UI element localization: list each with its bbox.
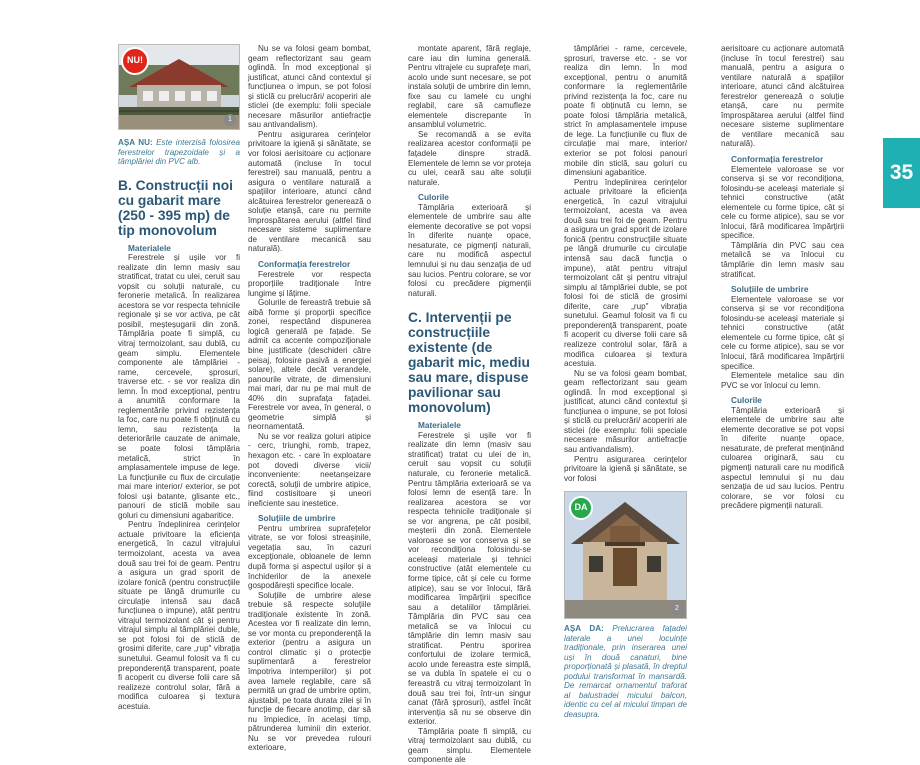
paragraph: tâmplăriei - rame, cercevele, șprosuri, traverse etc. - se vor realiza din lemn. În mod excepțional, pentru o anumită conformare la reglementările privind rezistența la foc, care nu poate fi obținută cu lemn, se poate folosi tâmplăria metalică, strict în amplasamentele impuse de lege. La funcțiunile cu flux de circulație mai mare, interior/ exterior se pot folosi panouri mobile din sticlă, sau goluri cu dimensiuni agabaritice. [564,44,687,178]
paragraph: Nu se vor realiza goluri atipice - cerc, triunghi, romb, trapez, hexagon etc. - care în exploatare pot dovedi diverse vicii/ inconveniente: neetanșeizare corectă, soluții de umbrire atipice, fiind costisitoare și uneori ineficiente sau inestetice. [248,431,371,508]
paragraph: Pentru asigurarea cerințelor privitoare la igienă și sănătate, se vor folosi aerisitoare cu acționare automată (incluse în tocul ferestrei) sau manuală, pentru a asigura o ventilare naturală a spațiilor interioare, atunci când alcătuirea ferestrelor generează o soluție etanșă, care nu permite împrospătarea aerului (altfel fiind necesare sisteme suplimentare de ventilare mecanică sau naturală). [248,129,371,254]
paragraph: Golurile de fereastră trebuie să aibă forme și proporții specifice zonei, respectând dispunerea logică generală pe fațade. Se admit ca accente compoziționale bine justificate (deschideri către peisaj, folosire pasivă a energiei solare), altele decât verandele, panourile vitrate, de dimensiuni mai mari, dar nu pe mai mult de 40% din suprafața fațadei. Ferestrele vor avea, în general, o geometrie simplă și neornamentată. [248,298,371,432]
da-badge: DA [569,496,593,520]
caption-text: Prelucrarea fațadei laterale a unei locuințe tradiționale, prin inserarea unei uși în două canaturi, bine proporționată și plasată, în dreptul podului transformat în mansardă. De remarcat ornamentul traforat al balustradei micului balcon, identic cu cel al micului timpan de deasupra. [564,624,687,719]
section-b-heading: B. Construcții noi cu gabarit mare (250 - 395 mp) de tip monovolum [118,177,233,238]
paragraph: Elementele valoroase se vor conserva și se vor recondiționa folosindu-se aceleași materiale și tehnici constructive (atât elementele cu forme tipice, cât și cele cu forme atipice), sau se vor înlocui, fără modificarea împărțirii specifice. [721,294,844,371]
paragraph: Ferestrele și ușile vor fi realizate din lemn masiv sau stratificat, tratat cu ulei, ceruit sau vopsit cu soluții naturale, cu feronerie metalică. În realizarea acestora se vor respecta tehnicile regionale și se vor activa, pe cât posibil, meșteșugarii din zonă. Tâmplăria poate fi simplă, cu vitraj termoizolant, sau dublă, cu geam simplu. Elementele componente ale tâmplăriei - rame, cercevele, șprosuri, traverse etc. - se vor realiza din lemn. În mod excepțional, pentru a anumită conformare la reglementările privind rezistența la foc, care nu poate fi obținută cu lemn, sau rezistența la deteriorările cauzate de animale, se poate folosi tâmplăria metalică, strict în amplasamentele impuse de lege. La funcțiunile cu flux de circulație mai mare interior/ exterior, se pot folosi uși batante, glisante etc., panouri de sticlă mobile sau goluri cu dimensiuni agabaritice. [118,253,240,520]
paragraph: Tâmplăria exterioară și elementele de umbrire sau alte elemente decorative se pot vopsi în diferite nuanțe opace, nesaturate, de preferat menținând culoarea originară, sau cu pigmenți naturali care nu modifică aspectul lemnului și nu dau senzația de ud sau lucios. Pentru colorare, se vor folosi cu precădere pigmenții naturali. [721,405,844,511]
caption-nu [118,138,240,167]
column-5 [721,44,844,511]
materials-title: Materialele [418,420,461,431]
paragraph: aerisitoare cu acționare automată (incluse în tocul ferestrei) sau manuală, pentru a asigura o ventilare naturală a spațiilor interioare, atunci când alcătuirea ferestrelor generează o soluție etanșă, care nu permite împrospătarea aerului (altfel fiind necesare sisteme suplimentare de ventilare mecanică sau naturală). [721,44,844,149]
photo-number: 2 [671,603,683,615]
caption-lead: AȘA NU: [118,138,153,147]
paragraph: Elementele valoroase se vor conserva și se vor recondiționa, folosindu-se aceleași materiale și tehnici constructive (atât elementele cu forme tipice, cât și cele cu forme atipice), sau se vor înlocui, fără modificarea împărțirii specifice. [721,164,844,241]
caption-text: Este interzisă folosirea ferestrelor trapezoidale și a tâmplăriei din PVC alb. [118,138,240,166]
section-c-heading: C. Intervenții pe construcțiile existente (de gabarit mic, mediu sau mare, dispuse pavilionar sau monovolum) [408,310,530,416]
materials-title: Materialele [128,242,171,253]
culori-title: Culorile [418,192,449,203]
paragraph: Tâmplăria exterioară și elementele de umbrire sau alte elemente decorative se pot vopsi în diferite nuanțe opace, nesaturate, ce pigmenți naturali, care nu modifică aspectul lemnului și nu dau senzația de ud sau lucios. Pentru colorare, se vor folosi cu precădere pigmenții naturali. [408,202,531,298]
paragraph: Tâmplăria poate fi simplă, cu vitraj termoizolant sau dublă, cu geam simplu. Elementele componente ale [408,726,531,765]
photo-number: 1 [224,114,236,126]
paragraph: Soluțiile de umbrire alese trebuie să respecte soluțiile tradiționale existente în zonă. Acestea vor fi realizate din lemn, se vor monta cu preponderență la exterior (pentru a asigura un control climatic și o protecție suplimentară a ferestrelor împotriva intemperiilor) și pot avea lamele reglabile, care să permită un grad de umbrire optim, ajustabil, pe toata durata zilei și în funcție de fiecare anotimp, dar să nu împiedice, în același timp, pătrunderea luminii din exterior. Nu se vor prevedea rulouri exterioare, [248,590,371,753]
paragraph: Pentru asigurarea cerințelor privitoare la igienă și sănătate, se vor folosi [564,454,687,483]
caption-da [564,624,687,719]
paragraph: Tâmplăria din PVC sau cea metalică se va înlocui cu tâmplărie din lemn masiv sau stratificat. [721,240,844,279]
umbrire-title: Soluțiile de umbrire [731,284,809,295]
paragraph: Pentru umbrirea suprafețelor vitrate, se vor folosi streașinile, vegetația sau, în cazuri excepționale, obloanele de lemn după forma și aspectul ușilor și a închiderilor de la anexele gospodărești specifice locale. [248,523,371,591]
column-3 [408,44,531,765]
paragraph: Nu se va folosi geam bombat, geam reflectorizant sau geam oglindă. În mod excepțional și justificat, atunci când contextul și funcțiunea o impun, se pot folosi și sticlă cu prelucrări/ acoperiri ale sticlei (de exemplu: folii speciale necesare măsurilor antiefracție sau antivandalism). [248,44,371,130]
conformatia-title: Conformația ferestrelor [258,259,351,270]
paragraph: Ferestrele vor respecta proporțiile tradiționale între lungime și lățime. [248,269,371,298]
column-2 [248,44,371,753]
paragraph: Pentru îndeplinirea cerințelor actuale privitoare la eficiența energetică, în cazul vitrajului termoizolant, acesta va avea două sau trei foi de geam. Pentru a asigura un grad sporit de izolare fonică (pentru construcțiile situate pe lângă drumurile cu circulație intensă sau dacă funcția o impune), atât pentru vitrajul termoizolant cât și pentru vitrajul simplu al tâmplăriei duble, se pot folosi foi de sticlă de grosimi diferite, care „rup" vibrația sunetului. Geamul folosit va fi cu preponderență transparent, poate fi acoperit cu diverse folii care să realizeze controlul solar, fără a modifica culoarea și textura acestuia. [564,177,687,369]
paragraph: Pentru îndeplinirea cerințelor actuale privitoare la eficiența energetică, în cazul vitrajului termoizolant, acesta va avea două sau trei foi de geam. Pentru a asigura un grad sporit de izolare fonică (pentru construcțiile situate pe lângă drumurile cu circulație intensă sau dacă funcțiunea o impune), atât pentru vitrajul termoizolant cât și pentru vitrajul simplu al tâmplăriei duble, se pot folosi foi de sticlă de grosimi diferite, care „rup" vibrația sunetului. Geamul folosit va fi cu preponderență transparent, poate fi acoperit cu diverse folii care să realizeze controlul solar, fără a modifica culoarea și textura acestuia. [118,520,240,711]
umbrire-title: Soluțiile de umbrire [258,513,336,524]
paragraph: montate aparent, fără reglaje, care iau din lumina generală. Pentru vitrajele cu suprafețe mari, acolo unde sunt necesare, se pot instala soluții de umbrire din lemn, fixe sau cu lamele cu unghi reglabil, care să camufleze elementele discrepante în ansamblul volumetric. [408,44,531,130]
nu-badge: NU! [121,47,149,75]
paragraph: Elementele metalice sau din PVC se vor înlocui cu lemn. [721,371,844,390]
paragraph: Se recomandă a se evita realizarea acestor conformații pe fațadele dinspre stradă. Elementele de lemn se vor proteja cu ulei, ceară sau alte soluții naturale. [408,129,531,187]
conformatia-title: Conformația ferestrelor [731,154,824,165]
culori-title: Culorile [731,395,762,406]
photo-da [564,491,687,619]
paragraph: Ferestrele și ușile vor fi realizate din lemn (masiv sau stratificat) tratat cu ulei de in, ceruit sau vopsit cu soluții naturale, cu feronerie metalică. Pentru tâmplăria exterioară se va folosi lemn de esență tare. În realizarea acestora se vor respecta tehnicile tradiționale și se vor angrena, pe cât posibil, meșterii din zonă. Elementele valoroase se vor conserva și se vor recondiționa folosindu-se aceleași materiale și tehnici constructive (atât elementele cu forme tipice, cât și cele cu forme atipice), sau se vor înlocui, fără modificarea împărțirii specifice sau a detaliilor tâmplăriei. Tâmplăria din PVC sau cea metalică se va înlocui cu tâmplărie din lemn masiv sau stratificat. Pentru sporirea confortului de izolare termică, acolo unde fereastra este simplă, se va dubla în spatele ei cu o fereastră cu vitraj termoizolant în două sau trei foi, într-un singur canat (fără șprosuri), astfel încât intervenția să nu se observe din exterior. [408,430,531,727]
column-1 [118,44,240,711]
column-4 [564,44,687,719]
page-number-tab: 35 [883,138,920,208]
caption-lead: AȘA DA: [564,624,604,634]
paragraph: Nu se va folosi geam bombat, geam reflectorizant sau geam oglindă. În mod excepțional și justificat, atunci când contextul și funcțiunea o impune, se pot folosi și sticlă cu prelucrări/ acoperiri ale sticlei (de exemplu: folii speciale necesare măsurilor antiefracție sau antivandalism). [564,368,687,454]
photo-nu [118,44,240,130]
